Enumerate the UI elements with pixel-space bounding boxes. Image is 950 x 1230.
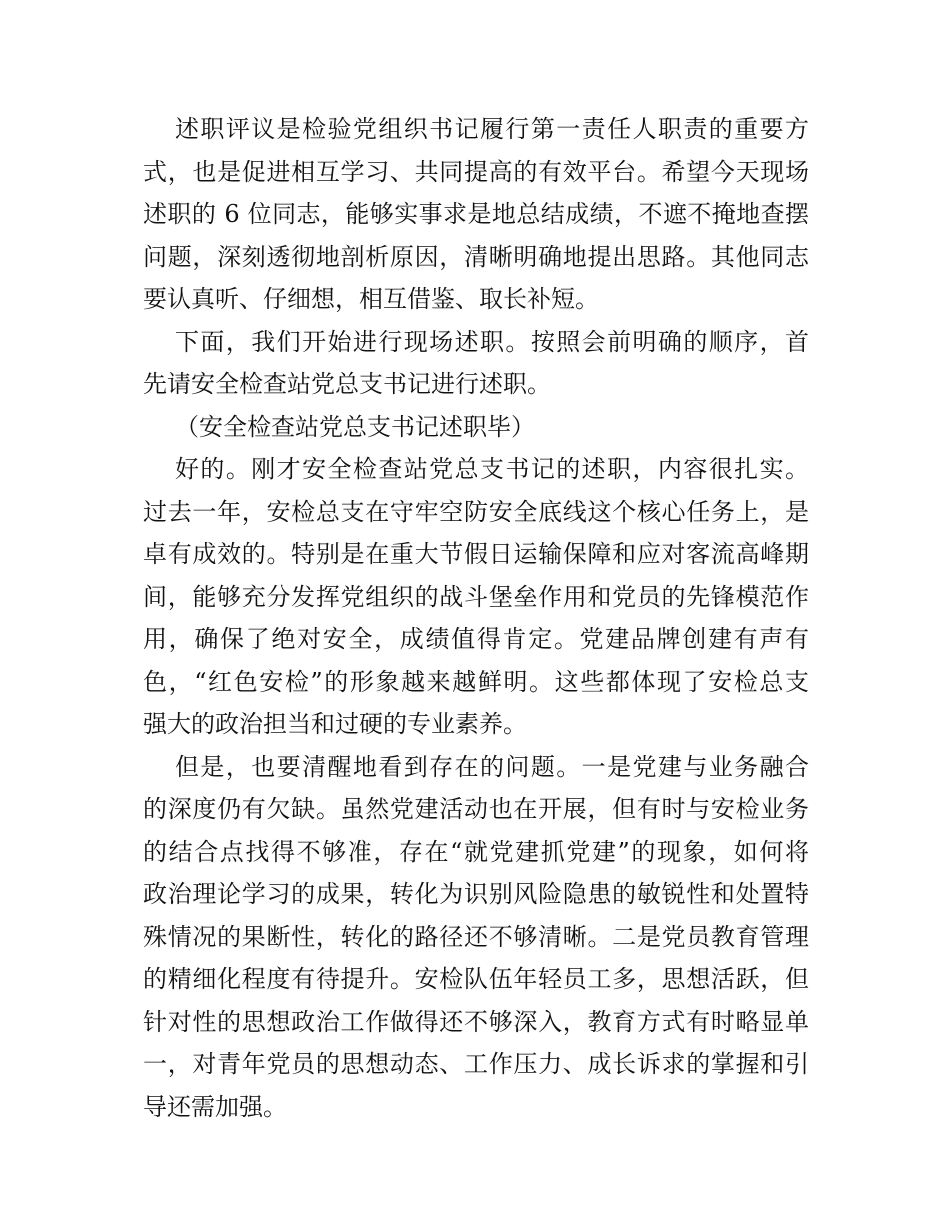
text-line: 政治理论学习的成果，转化为识别风险隐患的敏锐性和处置特 (143, 880, 809, 908)
text-line: 的结合点找得不够准，存在“就党建抓党建”的现象，如何将 (143, 837, 809, 866)
text-line: 一，对青年党员的思想动态、工作压力、成长诉求的掌握和引 (143, 1050, 809, 1078)
paragraph (143, 448, 809, 746)
paragraph (143, 746, 809, 1129)
paragraph (143, 406, 809, 449)
text-line: 间，能够充分发挥党组织的战斗堡垒作用和党员的先锋模范作 (143, 582, 809, 611)
text-line: （安全检查站党总支书记述职毕） (175, 412, 535, 441)
text-line: 用，确保了绝对安全，成绩值得肯定。党建品牌创建有声有 (143, 625, 809, 653)
text-line: 下面，我们开始进行现场述职。按照会前明确的顺序，首 (175, 327, 809, 356)
text-line: 色，“红色安检”的形象越来越鲜明。这些都体现了安检总支 (143, 667, 809, 696)
text-line: 要认真听、仔细想，相互借鉴、取长补短。 (143, 285, 599, 313)
text-line: 述职的 6 位同志，能够实事求是地总结成绩，不遮不掩地查摆 (143, 200, 809, 228)
text-line: 过去一年，安检总支在守牢空防安全底线这个核心任务上，是 (143, 497, 809, 526)
paragraph (143, 321, 809, 406)
document-body (143, 108, 809, 1128)
text-line: 的深度仍有欠缺。虽然党建活动也在开展，但有时与安检业务 (143, 795, 809, 823)
text-line: 针对性的思想政治工作做得还不够深入，教育方式有时略显单 (143, 1007, 809, 1036)
paragraph (143, 108, 809, 321)
text-line: 先请安全检查站党总支书记进行述职。 (143, 370, 551, 398)
text-line: 殊情况的果断性，转化的路径还不够清晰。二是党员教育管理 (143, 922, 809, 951)
text-line: 述职评议是检验党组织书记履行第一责任人职责的重要方 (175, 115, 809, 143)
text-line: 问题，深刻透彻地剖析原因，清晰明确地提出思路。其他同志 (143, 242, 809, 271)
text-line: 强大的政治担当和过硬的专业素养。 (143, 710, 527, 738)
text-line: 的精细化程度有待提升。安检队伍年轻员工多，思想活跃，但 (143, 965, 809, 993)
text-line: 卓有成效的。特别是在重大节假日运输保障和应对客流高峰期 (143, 540, 809, 568)
text-line: 导还需加强。 (143, 1092, 287, 1121)
text-line: 但是，也要清醒地看到存在的问题。一是党建与业务融合 (175, 752, 809, 781)
text-line: 式，也是促进相互学习、共同提高的有效平台。希望今天现场 (143, 157, 809, 186)
text-line: 好的。刚才安全检查站党总支书记的述职，内容很扎实。 (175, 455, 809, 483)
